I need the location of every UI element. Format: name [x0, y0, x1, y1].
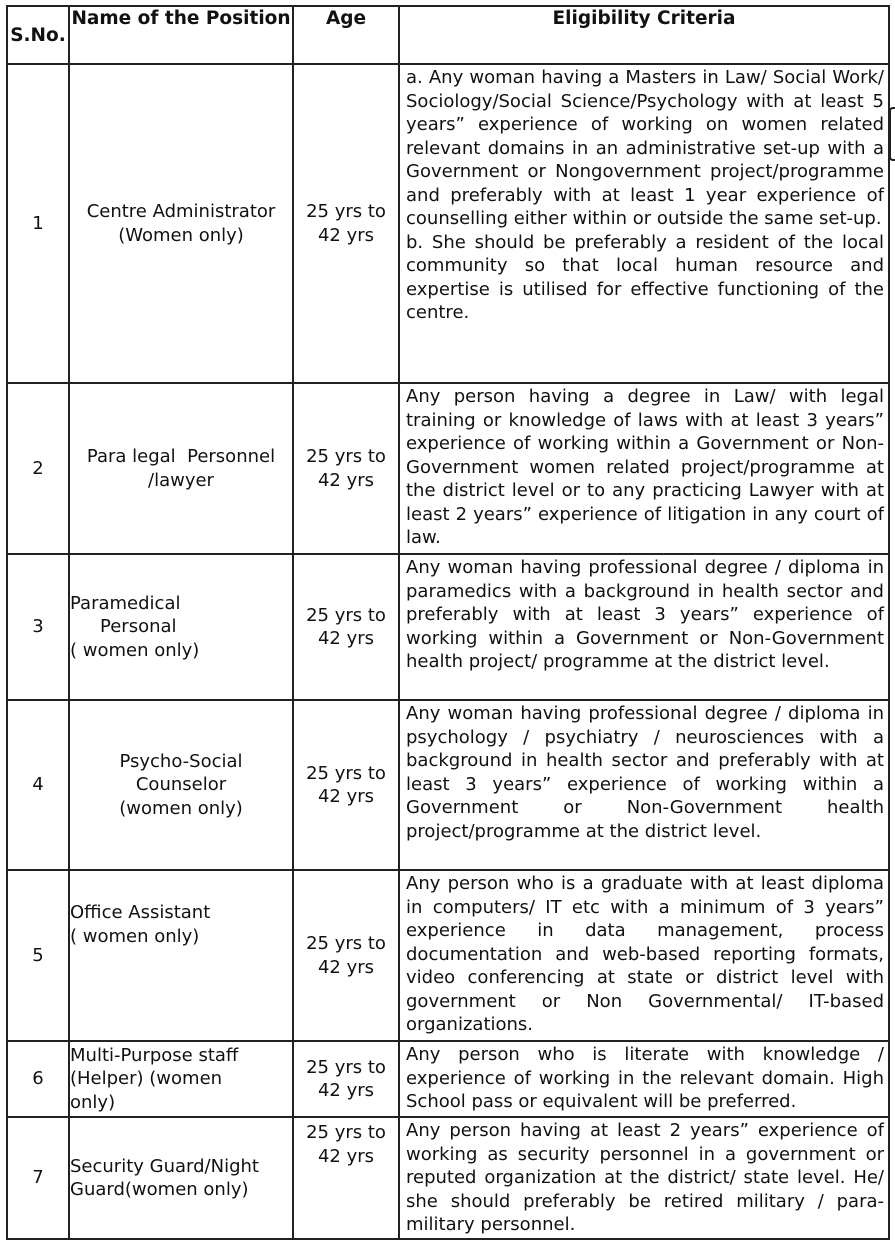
position-name-line: (women only) [119, 797, 243, 819]
position-name-line: /lawyer [148, 469, 214, 491]
header-row [7, 6, 889, 64]
age-line: 25 yrs to [306, 604, 386, 626]
age-line: 42 yrs [317, 224, 375, 246]
age-line: 25 yrs to [306, 762, 386, 784]
row-position-name [69, 870, 293, 1041]
age-line: 42 yrs [317, 786, 375, 807]
row-sno: 4 [7, 700, 69, 870]
age-line: 42 yrs [317, 1145, 375, 1167]
row-position-name [69, 700, 293, 870]
table-row [7, 870, 889, 1041]
criteria-paragraph: Any person having at least 2 years” experience of working as security personnel in a government or reputed organization at the district/ state level. He/ she should preferably be retired military / para-military personnel. [406, 1120, 884, 1235]
row-age [293, 700, 399, 870]
criteria-paragraph: Any person having a degree in Law/ with legal training or knowledge of laws with at least 3 years” experience of working within a Government or Non-Government women related project/programme at the district level or to any practicing Lawyer with at least 2 years” experience of litigation in any court of law. [406, 386, 884, 548]
position-name-line: (Women only) [118, 224, 244, 246]
header-sno: S.No. [7, 6, 69, 64]
position-name-line: Security Guard/Night [70, 1155, 259, 1177]
criteria-paragraph: Any person who is literate with knowledge / experience of working in the relevant domain. High School pass or equivalent will be preferred. [406, 1044, 884, 1112]
row-age [293, 554, 399, 700]
table-row [7, 383, 889, 554]
position-name-line: (Helper) (women [70, 1068, 223, 1090]
row-sno: 1 [7, 64, 69, 383]
age-line: 42 yrs [317, 469, 375, 491]
position-name-line: ( women only) [70, 639, 200, 661]
header-age: Age [293, 6, 399, 64]
age-line: 42 yrs [317, 1080, 375, 1101]
row-sno: 7 [7, 1117, 69, 1239]
row-eligibility-criteria [399, 1041, 889, 1117]
age-line: 25 yrs to [306, 446, 386, 467]
age-line: 42 yrs [317, 956, 375, 978]
row-eligibility-criteria [399, 383, 889, 554]
row-eligibility-criteria [399, 1117, 889, 1239]
row-eligibility-criteria [399, 870, 889, 1041]
row-age [293, 64, 399, 383]
row-position-name [69, 383, 293, 554]
age-line: 25 yrs to [306, 933, 386, 954]
row-eligibility-criteria [399, 554, 889, 700]
position-name-line: Psycho-Social [119, 750, 243, 772]
position-name-line: ( women only) [70, 925, 200, 947]
position-name-line: Counselor [135, 774, 227, 796]
criteria-paragraph: Any woman having professional degree / diploma in psychology / psychiatry / neurosciences with a background in health sector and preferably with at least 3 years” experience of working within a Government or Non-Government health project/programme at the district level. [406, 703, 884, 842]
criteria-paragraph: a. Any woman having a Masters in Law/ Social Work/ Sociology/Social Science/Psychology with at least 5 years” experience of working on women related relevant domains in an administrative set-up with a Government or Nongovernment project/programme and preferably with at least 1 year experience of counselling either within or outside the same set-up. [406, 67, 884, 229]
row-eligibility-criteria [399, 700, 889, 870]
criteria-paragraph: Any person who is a graduate with at least diploma in computers/ IT etc with a minimum of 3 years” experience in data management, process documentation and web-based reporting formats, video conferencing at state or district level with government or Non Governmental/ IT-based organizations. [406, 873, 884, 1035]
row-sno: 6 [7, 1041, 69, 1117]
row-sno: 2 [7, 383, 69, 554]
row-age [293, 1041, 399, 1117]
row-position-name [69, 64, 293, 383]
header-position-name: Name of the Position [69, 6, 293, 64]
age-line: 42 yrs [317, 628, 375, 649]
page-edge-mark [889, 107, 895, 161]
position-name-line: Centre Administrator [86, 201, 276, 222]
row-sno: 5 [7, 870, 69, 1041]
position-name-line: Multi-Purpose staff [70, 1044, 239, 1066]
age-line: 25 yrs to [306, 1122, 386, 1143]
row-position-name [69, 1041, 293, 1117]
table-row [7, 700, 889, 870]
position-name-line: Office Assistant [70, 902, 211, 923]
row-sno: 3 [7, 554, 69, 700]
header-eligibility-criteria: Eligibility Criteria [399, 6, 889, 64]
row-age [293, 383, 399, 554]
table-row [7, 1117, 889, 1239]
position-name-line: only) [70, 1091, 116, 1113]
row-age [293, 870, 399, 1041]
row-eligibility-criteria [399, 64, 889, 383]
position-name-line: Guard(women only) [70, 1179, 249, 1200]
criteria-paragraph: b. She should be preferably a resident of the local community so that local human resource and expertise is utilised for effective functioning of the centre. [406, 231, 884, 323]
table-row [7, 554, 889, 700]
age-line: 25 yrs to [306, 1056, 386, 1078]
position-name-line: Paramedical [70, 592, 181, 614]
eligibility-table [6, 5, 890, 1240]
table-row [7, 64, 889, 383]
row-position-name [69, 554, 293, 700]
row-age [293, 1117, 399, 1239]
row-position-name [69, 1117, 293, 1239]
table-row [7, 1041, 889, 1117]
age-line: 25 yrs to [306, 201, 386, 222]
position-name-line: Personal [100, 616, 177, 638]
criteria-paragraph: Any woman having professional degree / diploma in paramedics with a background in health sector and preferably with at least 3 years” experience of working within a Government or Non-Government health project/ programme at the district level. [406, 557, 884, 672]
position-name-line: Para legal Personnel [86, 446, 276, 467]
